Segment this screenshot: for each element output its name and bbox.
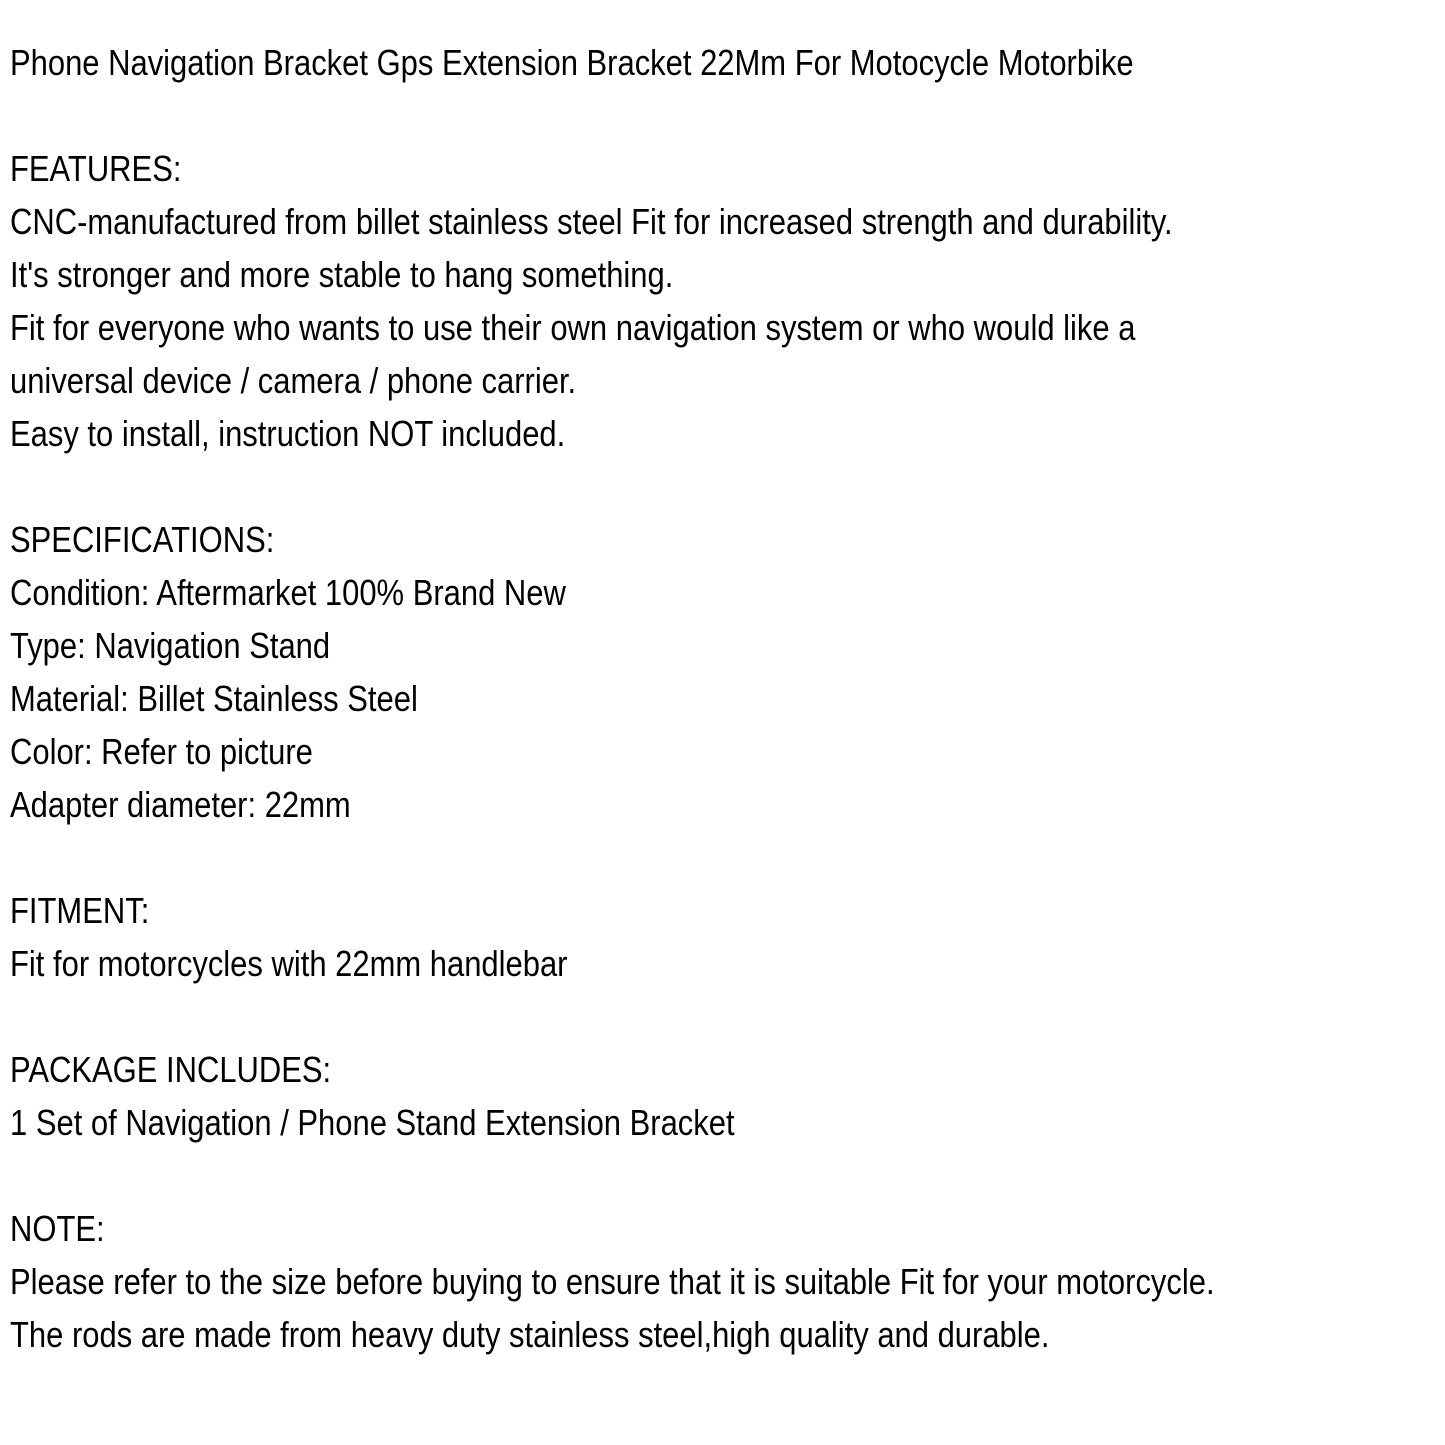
text-line: Easy to install, instruction NOT included.	[10, 413, 566, 454]
text-line: The rods are made from heavy duty stainless steel,high quality and durable.	[10, 1314, 1050, 1355]
blank-line	[10, 831, 1445, 884]
section-fitment	[10, 884, 1445, 990]
section-features	[10, 142, 1445, 460]
text-line: Please refer to the size before buying to ensure that it is suitable Fit for your motorcycle.	[10, 1261, 1215, 1302]
section-heading-specifications: SPECIFICATIONS:	[10, 519, 275, 560]
blank-line	[10, 460, 1445, 513]
text-line: universal device / camera / phone carrier.	[10, 360, 577, 401]
product-title: Phone Navigation Bracket Gps Extension Bracket 22Mm For Motocycle Motorbike	[10, 42, 1134, 83]
text-line: Fit for everyone who wants to use their own navigation system or who would like a	[10, 307, 1136, 348]
section-heading-features: FEATURES:	[10, 148, 182, 189]
blank-line	[10, 89, 1445, 142]
section-note	[10, 1202, 1445, 1361]
text-line: Fit for motorcycles with 22mm handlebar	[10, 943, 568, 984]
text-line: Material: Billet Stainless Steel	[10, 678, 418, 719]
text-line: CNC-manufactured from billet stainless steel Fit for increased strength and durability.	[10, 201, 1173, 242]
section-heading-package-includes: PACKAGE INCLUDES:	[10, 1049, 332, 1090]
text-line: Color: Refer to picture	[10, 731, 313, 772]
section-specifications	[10, 513, 1445, 831]
text-line: Type: Navigation Stand	[10, 625, 331, 666]
section-package-includes	[10, 1043, 1445, 1149]
text-line: Adapter diameter: 22mm	[10, 784, 351, 825]
blank-line	[10, 1149, 1445, 1202]
text-line: Condition: Aftermarket 100% Brand New	[10, 572, 566, 613]
text-line: It's stronger and more stable to hang something.	[10, 254, 674, 295]
blank-line	[10, 990, 1445, 1043]
section-heading-fitment: FITMENT:	[10, 890, 150, 931]
section-heading-note: NOTE:	[10, 1208, 105, 1249]
text-line: 1 Set of Navigation / Phone Stand Extension Bracket	[10, 1102, 735, 1143]
